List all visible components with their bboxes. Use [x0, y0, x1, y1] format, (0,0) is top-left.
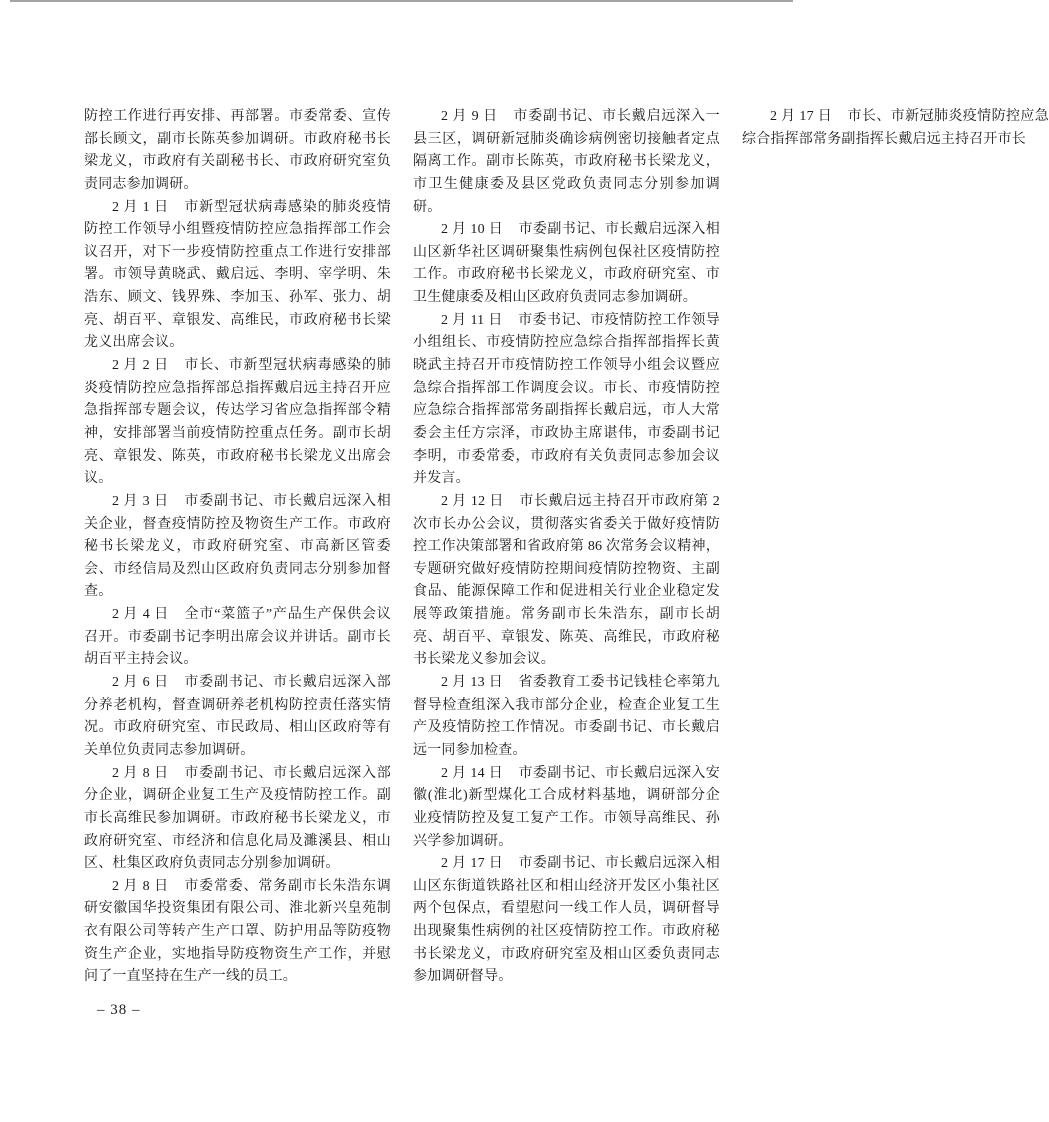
chronicle-entry	[413, 106, 720, 219]
chronicle-entry	[84, 491, 391, 604]
entry-date: 2 月 17 日	[441, 856, 504, 872]
entry-date: 2 月 1 日	[112, 199, 169, 215]
entry-date: 2 月 14 日	[441, 765, 504, 781]
entry-date: 2 月 8 日	[112, 765, 169, 781]
entry-text: 市长、市新冠肺炎疫情防控应急综合指挥部常务副指挥长戴启远主持召开市长	[742, 109, 1049, 147]
chronicle-entry	[84, 672, 391, 763]
entry-date: 2 月 8 日	[112, 878, 169, 894]
chronicle-entry	[413, 219, 720, 310]
entry-date: 2 月 11 日	[441, 312, 503, 328]
chronicle-entry	[413, 491, 720, 672]
entry-date: 2 月 4 日	[112, 607, 170, 623]
entry-text: 全市“菜篮子”产品生产保供会议召开。市委副书记李明出席会议并讲话。副市长胡百平主持会议。	[84, 607, 391, 668]
chronicle-entries	[84, 106, 1049, 994]
chronicle-entry	[84, 604, 391, 672]
chronicle-entry	[84, 197, 391, 355]
entry-text: 市委副书记、市长戴启远深入一县三区，调研新冠肺炎确诊病例密切接触者定点隔离工作。副市长陈英，市政府秘书长梁龙义，市卫生健康委及县区党政负责同志分别参加调研。	[413, 109, 720, 215]
entry-date: 2 月 13 日	[441, 675, 504, 691]
chronicle-entry	[84, 763, 391, 876]
chronicle-entry	[413, 310, 720, 491]
entry-text: 市委副书记、市长戴启远深入部分企业，调研企业复工生产及疫情防控工作。副市长高维民参加调研。市政府秘书长梁龙义，市政府研究室、市经济和信息化局及濉溪县、相山区、杜集区政府负责同志分别参加调研。	[84, 765, 391, 872]
chronicle-entry	[413, 763, 720, 854]
page-number: – 38 –	[97, 1002, 141, 1018]
entry-text: 市长戴启远主持召开市政府第 2 次市长办公会议，贯彻落实省委关于做好疫情防控工作决策部署和省政府第 86 次常务会议精神，专题研究做好疫情防控期间疫情防控物资、主副食品、能源保障工作和促进相关行业企业稳定发展等政策措施。常务副市长朱浩东，副市长胡亮、胡百平、章银发、陈英、高维民，市政府秘书长梁龙义参加会议。	[413, 493, 721, 668]
entry-date: 2 月 17 日	[770, 109, 833, 124]
entry-text: 省委教育工委书记钱桂仑率第九督导检查组深入我市部分企业，检查企业复工生产及疫情防控工作情况。市委副书记、市长戴启远一同参加检查。	[413, 675, 720, 758]
scan-artifact-top-edge	[10, 0, 793, 2]
entry-date: 2 月 3 日	[112, 493, 169, 509]
entry-text: 市委副书记、市长戴启远深入部分养老机构，督查调研养老机构防控责任落实情况。市政府研究室、市民政局、相山区政府等有关单位负责同志参加调研。	[84, 675, 391, 758]
entry-text: 市委书记、市疫情防控工作领导小组组长、市疫情防控应急综合指挥部指挥长黄晓武主持召开市疫情防控工作领导小组会议暨应急综合指挥部工作调度会议。市长、市疫情防控应急综合指挥部常务副指挥长戴启远，市人大常委会主任方宗泽，市政协主席谌伟，市委副书记李明，市委常委，市政府有关负责同志参加会议并发言。	[413, 312, 720, 487]
chronicle-entry	[742, 106, 1049, 151]
entry-text: 市委副书记、市长戴启远深入相关企业，督查疫情防控及物资生产工作。市政府秘书长梁龙义，市政府研究室、市高新区管委会、市经信局及烈山区政府负责同志分别参加督查。	[84, 493, 391, 600]
entry-date: 2 月 9 日	[441, 109, 498, 124]
entry-text: 市委常委、常务副市长朱浩东调研安徽国华投资集团有限公司、淮北新兴皇苑制衣有限公司等转产生产口罩、防护用品等防疫物资生产企业，实地指导防疫物资生产工作，并慰问了一直坚持在生产一线的员工。	[84, 878, 391, 985]
entry-text: 防控工作进行再安排、再部署。市委常委、宣传部长顾文，副市长陈英参加调研。市政府秘书长梁龙义，市政府有关副秘书长、市政府研究室负责同志参加调研。	[84, 109, 391, 192]
entry-text: 市新型冠状病毒感染的肺炎疫情防控工作领导小组暨疫情防控应急指挥部工作会议召开，对下一步疫情防控重点工作进行安排部署。市领导黄晓武、戴启远、李明、宰学明、朱浩东、顾文、钱界殊、李加玉、孙军、张力、胡亮、胡百平、章银发、高维民，市政府秘书长梁龙义出席会议。	[84, 199, 391, 351]
chronicle-entry	[84, 355, 391, 491]
entry-text: 市委副书记、市长戴启远深入相山区东街道铁路社区和相山经济开发区小集社区两个包保点，看望慰问一线工作人员，调研督导出现聚集性病例的社区疫情防控工作。市政府秘书长梁龙义，市政府研究室及相山区委负责同志参加调研督导。	[413, 856, 720, 985]
entry-date: 2 月 6 日	[112, 675, 169, 691]
entry-text: 市长、市新型冠状病毒感染的肺炎疫情防控应急指挥部总指挥戴启远主持召开应急指挥部专题会议，传达学习省应急指挥部令精神，安排部署当前疫情防控重点任务。副市长胡亮、章银发、陈英，市政府秘书长梁龙义出席会议。	[84, 358, 391, 487]
chronicle-entry	[413, 672, 720, 763]
entry-date: 2 月 2 日	[112, 358, 169, 374]
entry-date: 2 月 12 日	[441, 493, 504, 509]
chronicle-entry	[84, 876, 391, 989]
chronicle-entry	[413, 853, 720, 989]
entry-date: 2 月 10 日	[441, 222, 504, 238]
chronicle-entry	[84, 106, 391, 197]
entry-text: 市委副书记、市长戴启远深入安徽(淮北)新型煤化工合成材料基地，调研部分企业疫情防控及复工复产工作。市领导高维民、孙兴学参加调研。	[413, 765, 720, 849]
entry-text: 市委副书记、市长戴启远深入相山区新华社区调研聚集性病例包保社区疫情防控工作。市政府秘书长梁龙义，市政府研究室、市卫生健康委及相山区政府负责同志参加调研。	[413, 222, 720, 306]
